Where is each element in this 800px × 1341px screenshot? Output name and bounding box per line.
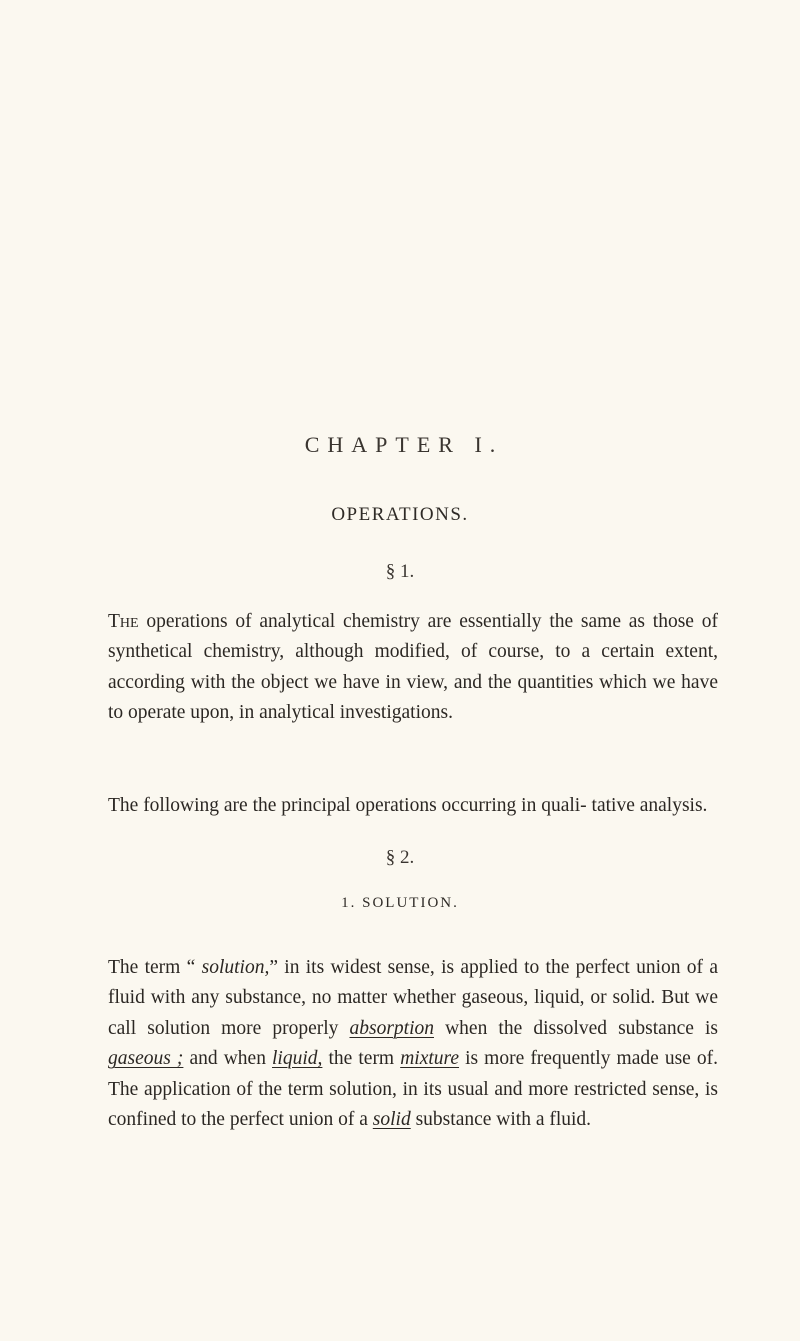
term-solution: solution, [201,956,270,978]
paragraph-1-lead: The [108,610,139,632]
term-gaseous: gaseous ; [108,1048,184,1070]
section-mark-1: § 1. [385,561,415,582]
paragraph-1-text: operations of analytical chemistry are essentially the same as those of synthetical chemistry, although modified, of course, to a certain extent, according with the object we have in view, and the quantities which we have to operate upon, in analytical investigations. [108,610,718,724]
term-solid: solid [372,1109,411,1131]
term-liquid: liquid, [272,1048,323,1070]
section-title: OPERATIONS. [331,504,469,525]
quote-close: ” [269,956,278,978]
paragraph-3 [108,953,718,1137]
paragraph-3-text-7: substance with a fluid. [410,1109,592,1131]
paragraph-1 [108,607,718,729]
paragraph-3-text-4: and when [183,1048,273,1070]
chapter-heading: CHAPTER I. [304,432,504,457]
paragraph-3-text-6: is more frequently made use of. The application of the term solution, in its usual and more restricted sense, is confined to the perfect union of a [108,1048,719,1131]
paragraph-3-text-1: The term [108,956,187,978]
term-absorption: absorption [349,1017,434,1039]
subsection-title: 1. SOLUTION. [341,895,459,911]
paragraph-2: The following are the principal operations occurring in quali- tative analysis. [108,794,708,816]
paragraph-3-text-2: in its widest sense, is applied to the perfect union of a fluid with any substance, no matter whether gaseous, liquid, or solid. But we call solution more properly [108,956,718,1039]
paragraph-3-text-5: the term [322,1048,401,1070]
quote-open: “ [186,956,202,978]
term-mixture: mixture [400,1048,460,1070]
section-mark-2: § 2. [385,847,415,868]
paragraph-3-text-3: when the dissolved substance is [434,1017,718,1039]
